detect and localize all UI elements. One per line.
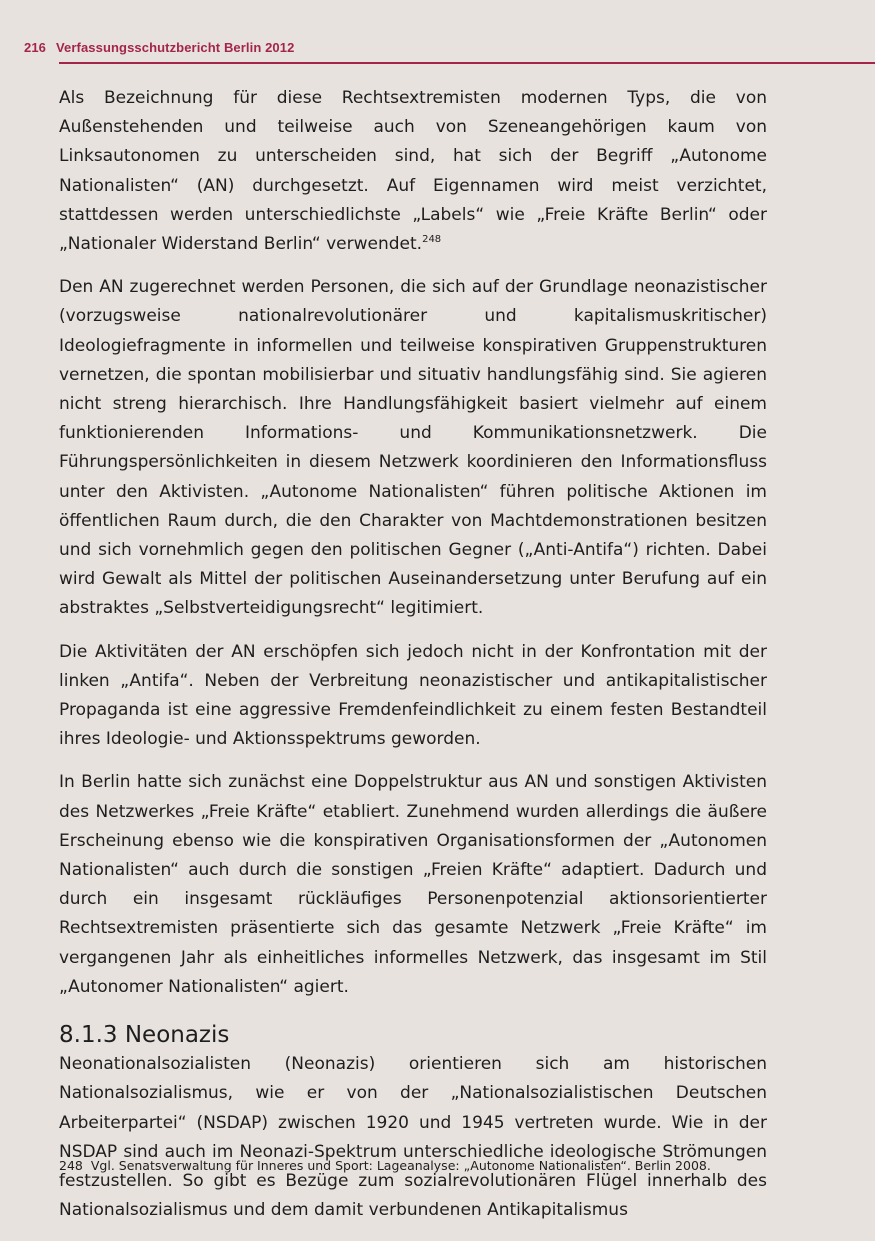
footnote-text: Vgl. Senatsverwaltung für Inneres und Sport: Lageanalyse: „Autonome Nationalisten“. Berlin 2008. xyxy=(90,1158,711,1173)
section-paragraph: Neonationalsozialisten (Neonazis) orientieren sich am historischen Nationalsozialismus, wie er von der „Nationalsozialistischen Deutschen Arbeiterpartei“ (NSDAP) zwischen 1920 und 1945 vertreten wurde. Wie in der NSDAP sind auch im Neonazi-Spektrum unterschiedliche ideologische Strömungen festzustellen. So gibt es Bezüge zum sozialrevolutionären Flügel innerhalb des Nationalsozialismus und dem damit verbundenen Antikapitalismus xyxy=(59,1054,767,1221)
paragraph-1-text: Als Bezeichnung für diese Rechtsextremisten modernen Typs, die von Außenstehenden und teilweise auch von Szeneangehörigen kaum von Linksautonomen zu unterscheiden sind, hat sich der Begriff „Autonome Nationalisten“ (AN) durchgesetzt. Auf Eigennamen wird meist verzichtet, stattdessen werden unterschiedlichste „Labels“ wie „Freie Kräfte Berlin“ oder „Nationaler Widerstand Berlin“ verwendet. xyxy=(59,88,767,255)
header-rule xyxy=(59,62,875,64)
footnote-ref-248[interactable]: 248 xyxy=(422,234,442,246)
paragraph-3: Die Aktivitäten der AN erschöpfen sich jedoch nicht in der Konfrontation mit der linken „Antifa“. Neben der Verbreitung neonazistischer und antikapitalistischer Propaganda ist eine aggressive Fremdenfeindlichkeit zu einem festen Bestandteil ihres Ideologie- und Aktionsspektrums geworden. xyxy=(59,641,767,750)
section-heading: 8.1.3 Neonazis xyxy=(59,1022,230,1049)
paragraph-4: In Berlin hatte sich zunächst eine Doppelstruktur aus AN und sonstigen Aktivisten des Netzwerkes „Freie Kräfte“ etabliert. Zunehmend wurden allerdings die äußere Erscheinung ebenso wie die konspirativen Organisationsformen der „Autonomen Nationalisten“ auch durch die sonstigen „Freien Kräfte“ adaptiert. Dadurch und durch ein insgesamt rückläufiges Personenpotenzial aktionsorientierter Rechtsextremisten präsentierte sich das gesamte Netzwerk „Freie Kräfte“ im vergangenen Jahr als einheitliches informelles Netzwerk, das insgesamt im Stil „Autonomer Nationalisten“ agiert. xyxy=(59,772,767,997)
paragraph-1 xyxy=(59,84,767,259)
paragraph-2: Den AN zugerechnet werden Personen, die sich auf der Grundlage neonazistischer (vorzugsweise nationalrevolutionärer und kapitalismuskritischer) Ideologiefragmente in informellen und teilweise konspirativen Gruppenstrukturen vernetzen, die spontan mobilisierbar und situativ handlungsfähig sind. Sie agieren nicht streng hierarchisch. Ihre Handlungsfähigkeit basiert vielmehr auf einem funktionierenden Informations- und Kommunikationsnetzwerk. Die Führungspersönlichkeiten in diesem Netzwerk koordinieren den Informationsfluss unter den Aktivisten. „Autonome Nationalisten“ führen politische Aktionen im öffentlichen Raum durch, die den Charakter von Machtdemonstrationen besitzen und sich vornehmlich gegen den politischen Gegner („Anti-Antifa“) richten. Dabei wird Gewalt als Mittel der politischen Auseinandersetzung unter Berufung auf ein abstraktes „Selbstverteidigungsrecht“ legitimiert. xyxy=(59,277,767,619)
footnote xyxy=(59,1157,819,1175)
body-text xyxy=(59,84,767,1239)
page-number: 216 xyxy=(24,40,46,55)
running-header xyxy=(24,40,875,55)
footnote-number: 248 xyxy=(59,1158,83,1173)
report-title: Verfassungsschutzbericht Berlin 2012 xyxy=(56,40,295,55)
